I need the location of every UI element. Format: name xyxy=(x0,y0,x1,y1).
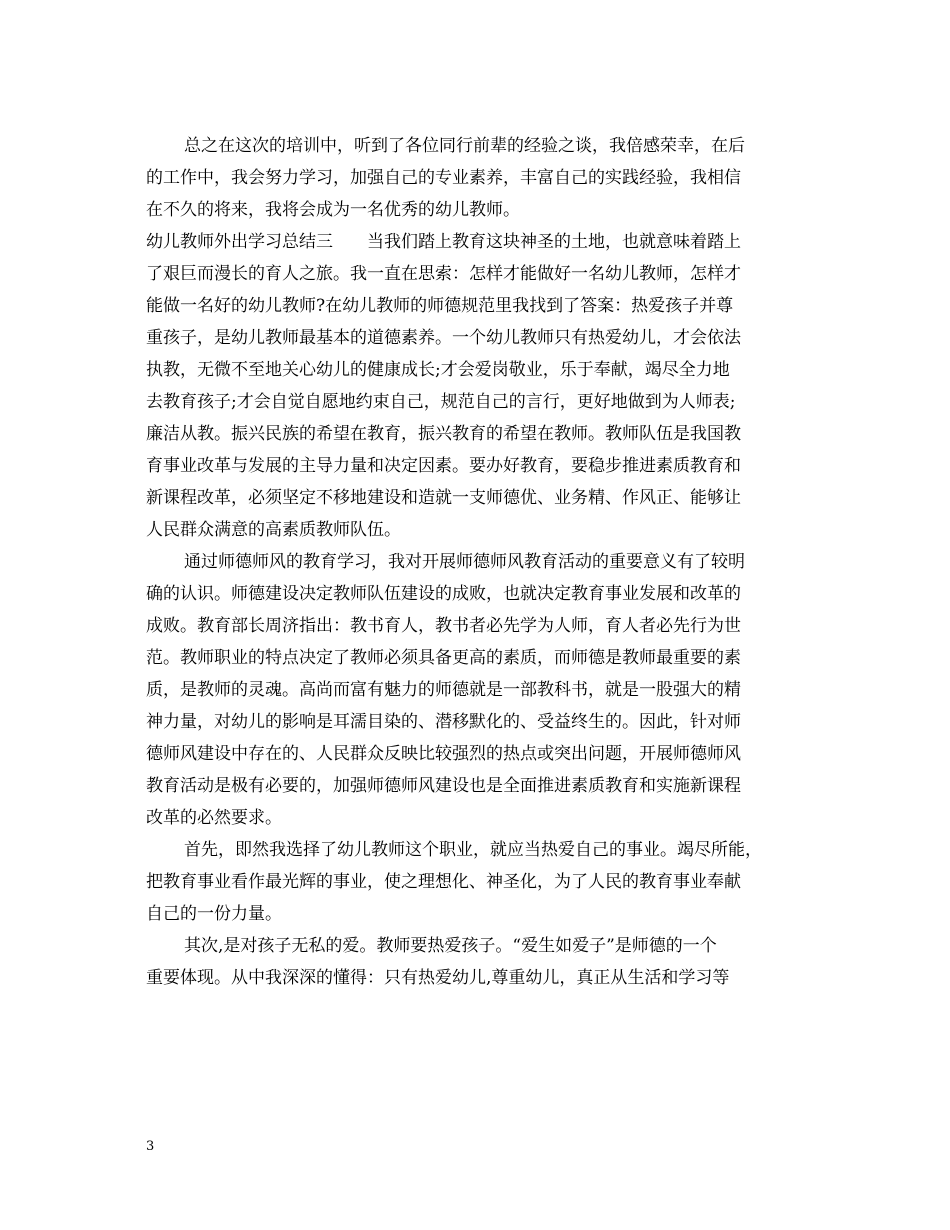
text-line: 范。教师职业的特点决定了教师必须具备更高的素质，而师德是教师最重要的素 xyxy=(146,648,741,668)
text-line: 去教育孩子;才会自觉自愿地约束自己，规范自己的言行，更好地做到为人师表; xyxy=(146,392,736,412)
text-line: 的工作中，我会努力学习，加强自己的专业素养，丰富自己的实践经验，我相信 xyxy=(146,168,741,188)
text-line: 重孩子，是幼儿教师最基本的道德素养。一个幼儿教师只有热爱幼儿，才会依法 xyxy=(146,328,741,348)
body-text xyxy=(146,130,806,994)
text-line: 成败。教育部长周济指出：教书育人，教书者必先学为人师，育人者必先行为世 xyxy=(146,616,741,636)
text-line: 把教育事业看作最光辉的事业，使之理想化、神圣化，为了人民的教育事业奉献 xyxy=(146,872,741,892)
text-line: 总之在这次的培训中，听到了各位同行前辈的经验之谈，我倍感荣幸，在后 xyxy=(184,136,745,156)
text-line: 能做一名好的幼儿教师?在幼儿教师的师德规范里我找到了答案：热爱孩子并尊 xyxy=(146,296,734,316)
text-line: 质，是教师的灵魂。高尚而富有魅力的师德就是一部教科书，就是一股强大的精 xyxy=(146,680,741,700)
text-line: 自己的一份力量。 xyxy=(146,904,282,924)
text-line: 育事业改革与发展的主导力量和决定因素。要办好教育，要稳步推进素质教育和 xyxy=(146,456,741,476)
text-line: 新课程改革，必须坚定不移地建设和造就一支师德优、业务精、作风正、能够让 xyxy=(146,488,741,508)
text-line: 人民群众满意的高素质教师队伍。 xyxy=(146,520,401,540)
text-line: 确的认识。师德建设决定教师队伍建设的成败，也就决定教育事业发展和改革的 xyxy=(146,584,741,604)
text-line: 幼儿教师外出学习总结三 当我们踏上教育这块神圣的土地，也就意味着踏上 xyxy=(146,232,741,252)
text-line: 教育活动是极有必要的，加强师德师风建设也是全面推进素质教育和实施新课程 xyxy=(146,776,741,796)
text-line: 在不久的将来，我将会成为一名优秀的幼儿教师。 xyxy=(146,200,520,220)
text-line: 通过师德师风的教育学习，我对开展师德师风教育活动的重要意义有了较明 xyxy=(184,552,745,572)
page-number: 3 xyxy=(146,1139,155,1154)
text-line: 神力量，对幼儿的影响是耳濡目染的、潜移默化的、受益终生的。因此，针对师 xyxy=(146,712,741,732)
text-line: 廉洁从教。振兴民族的希望在教育，振兴教育的希望在教师。教师队伍是我国教 xyxy=(146,424,741,444)
text-line: 重要体现。从中我深深的懂得：只有热爱幼儿,尊重幼儿，真正从生活和学习等 xyxy=(146,968,730,988)
text-line: 改革的必然要求。 xyxy=(146,808,282,828)
text-line: 德师风建设中存在的、人民群众反映比较强烈的热点或突出问题，开展师德师风 xyxy=(146,744,741,764)
text-line: 执教，无微不至地关心幼儿的健康成长;才会爱岗敬业，乐于奉献，竭尽全力地 xyxy=(146,360,730,380)
text-line: 首先，即然我选择了幼儿教师这个职业，就应当热爱自己的事业。竭尽所能， xyxy=(184,840,762,860)
text-line: 了艰巨而漫长的育人之旅。我一直在思索：怎样才能做好一名幼儿教师，怎样才 xyxy=(146,264,741,284)
text-line: 其次,是对孩子无私的爱。教师要热爱孩子。“爱生如爱子”是师德的一个 xyxy=(184,936,717,956)
